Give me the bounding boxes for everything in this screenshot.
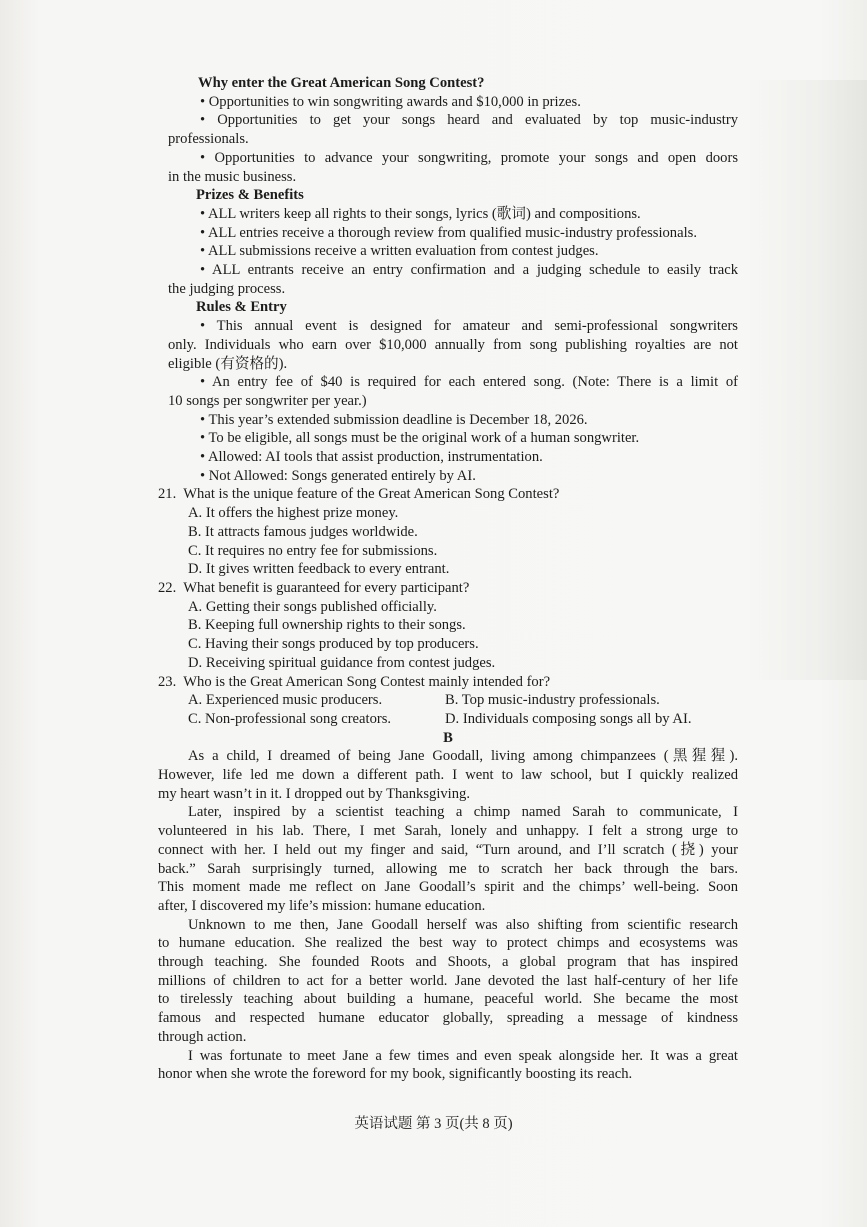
why-enter-bullet-item	[158, 93, 738, 112]
why-enter-bullet-line: professionals.	[168, 131, 249, 148]
rules-list	[158, 317, 738, 485]
answer-option: C. Non-professional song creators.	[188, 710, 392, 727]
passage-line: honor when she wrote the foreword for my book, significantly boosting its reach.	[158, 1066, 633, 1083]
answer-option: C. Having their songs produced by top producers.	[188, 636, 479, 653]
passage-line: through teaching. She founded Roots and Shoots, a global program that has inspired	[158, 954, 738, 971]
questions-block	[158, 485, 738, 728]
question-21	[158, 485, 738, 579]
passage-line: connect with her. I held out my finger and said, “Turn around, and I’ll scratch (挠) your	[158, 841, 738, 858]
answer-option: C. It requires no entry fee for submissions.	[188, 542, 438, 559]
passage-line: However, life led me down a different path. I went to law school, but I quickly realized	[158, 767, 738, 784]
why-enter-bullet-item	[158, 149, 738, 186]
passage-paragraph	[158, 916, 738, 1047]
page-content	[158, 74, 738, 1084]
rules-bullet-item	[158, 467, 738, 486]
answer-option: B. Keeping full ownership rights to their songs.	[188, 617, 466, 634]
option-row	[158, 710, 738, 729]
passage-line: back.” Sarah surprisingly turned, allowing me to scratch her back through the bars.	[158, 860, 738, 877]
passage-line: This moment made me reflect on Jane Goodall’s spirit and the chimps’ well-being. Soon	[158, 879, 738, 896]
rules-bullet-item	[158, 448, 738, 467]
question-stem: 23. Who is the Great American Song Contest mainly intended for?	[158, 673, 551, 690]
answer-option: D. Individuals composing songs all by AI.	[445, 710, 692, 727]
prizes-bullet-line: • ALL entries receive a thorough review from qualified music-industry professionals.	[200, 224, 697, 241]
prizes-bullet-line: • ALL submissions receive a written evaluation from contest judges.	[200, 243, 599, 260]
rules-bullet-line: • This annual event is designed for amateur and semi-professional songwriters	[200, 318, 738, 335]
why-enter-bullet-line: in the music business.	[168, 168, 297, 185]
rules-bullet-line: • To be eligible, all songs must be the original work of a human songwriter.	[200, 430, 640, 447]
passage-paragraph	[158, 803, 738, 915]
prizes-bullet-line: the judging process.	[168, 280, 286, 297]
why-enter-list	[158, 93, 738, 187]
option-row	[158, 691, 738, 710]
answer-option: A. Experienced music producers.	[188, 692, 383, 709]
passage-line: through action.	[158, 1028, 247, 1045]
prizes-bullet-item	[158, 224, 738, 243]
why-enter-bullet-line: • Opportunities to advance your songwriting, promote your songs and open doors	[200, 149, 738, 166]
prizes-bullet-item	[158, 242, 738, 261]
answer-option: D. It gives written feedback to every entrant.	[188, 561, 450, 578]
question-stem: 22. What benefit is guaranteed for every participant?	[158, 579, 470, 596]
answer-option: D. Receiving spiritual guidance from contest judges.	[188, 654, 496, 671]
scan-bleed-through	[747, 80, 867, 680]
passage-line: famous and respected humane educator globally, spreading a message of kindness	[158, 1010, 738, 1027]
heading-rules-entry: Rules & Entry	[196, 299, 287, 316]
question-23	[158, 673, 738, 729]
prizes-list	[158, 205, 738, 299]
page-footer: 英语试题 第 3 页(共 8 页)	[354, 1116, 513, 1132]
passage-line: volunteered in his lab. There, I met Sarah, lonely and unhappy. I felt a strong urge to	[158, 823, 738, 840]
passage-paragraph	[158, 1047, 738, 1084]
prizes-bullet-item	[158, 261, 738, 298]
prizes-bullet-line: • ALL entrants receive an entry confirmation and a judging schedule to easily track	[200, 262, 738, 279]
heading-prizes-benefits: Prizes & Benefits	[196, 187, 304, 204]
heading-why-enter: Why enter the Great American Song Contest?	[198, 75, 485, 91]
prizes-bullet-line: • ALL writers keep all rights to their songs, lyrics (歌词) and compositions.	[200, 205, 641, 222]
passage-line: Unknown to me then, Jane Goodall herself was also shifting from scientific research	[188, 916, 738, 933]
answer-option: A. Getting their songs published officially.	[188, 598, 437, 615]
passage-line: my heart wasn’t in it. I dropped out by Thanksgiving.	[158, 785, 470, 802]
rules-bullet-item	[158, 317, 738, 373]
rules-bullet-line: • Allowed: AI tools that assist production, instrumentation.	[200, 449, 543, 466]
rules-bullet-item	[158, 373, 738, 410]
passage-paragraph	[158, 747, 738, 803]
rules-bullet-item	[158, 411, 738, 430]
passage-line: to tirelessly teaching about building a humane, peaceful world. She became the most	[158, 991, 738, 1008]
answer-option: B. Top music-industry professionals.	[445, 692, 660, 709]
passage-line: millions of children to act for a better world. Jane devoted the last half-century of her life	[158, 972, 738, 989]
rules-bullet-line: • An entry fee of $40 is required for each entered song. (Note: There is a limit of	[200, 374, 738, 391]
rules-bullet-line: • Not Allowed: Songs generated entirely by AI.	[200, 467, 476, 484]
question-stem: 21. What is the unique feature of the Great American Song Contest?	[158, 486, 560, 503]
why-enter-bullet-item	[158, 111, 738, 148]
section-b-label: B	[443, 729, 453, 746]
passage-line: after, I discovered my life’s mission: humane education.	[158, 897, 486, 914]
passage-line: I was fortunate to meet Jane a few times and even speak alongside her. It was a great	[188, 1047, 738, 1064]
prizes-bullet-item	[158, 205, 738, 224]
rules-bullet-line: only. Individuals who earn over $10,000 annually from song publishing royalties are not	[168, 336, 738, 353]
rules-bullet-line: eligible (有资格的).	[168, 355, 288, 372]
passage-line: As a child, I dreamed of being Jane Goodall, living among chimpanzees (黑猩猩).	[188, 748, 738, 765]
why-enter-bullet-line: • Opportunities to get your songs heard and evaluated by top music-industry	[200, 112, 738, 129]
rules-bullet-line: • This year’s extended submission deadline is December 18, 2026.	[200, 411, 588, 428]
passage-b	[158, 747, 738, 1084]
passage-line: Later, inspired by a scientist teaching a chimp named Sarah to communicate, I	[188, 804, 738, 821]
passage-line: to humane education. She realized the best way to protect chimps and ecosystems was	[158, 935, 738, 952]
answer-option: B. It attracts famous judges worldwide.	[188, 523, 418, 540]
rules-bullet-line: 10 songs per songwriter per year.)	[168, 392, 367, 409]
answer-option: A. It offers the highest prize money.	[188, 505, 399, 522]
why-enter-bullet-line: • Opportunities to win songwriting awards and $10,000 in prizes.	[200, 93, 581, 110]
rules-bullet-item	[158, 429, 738, 448]
question-22	[158, 579, 738, 673]
